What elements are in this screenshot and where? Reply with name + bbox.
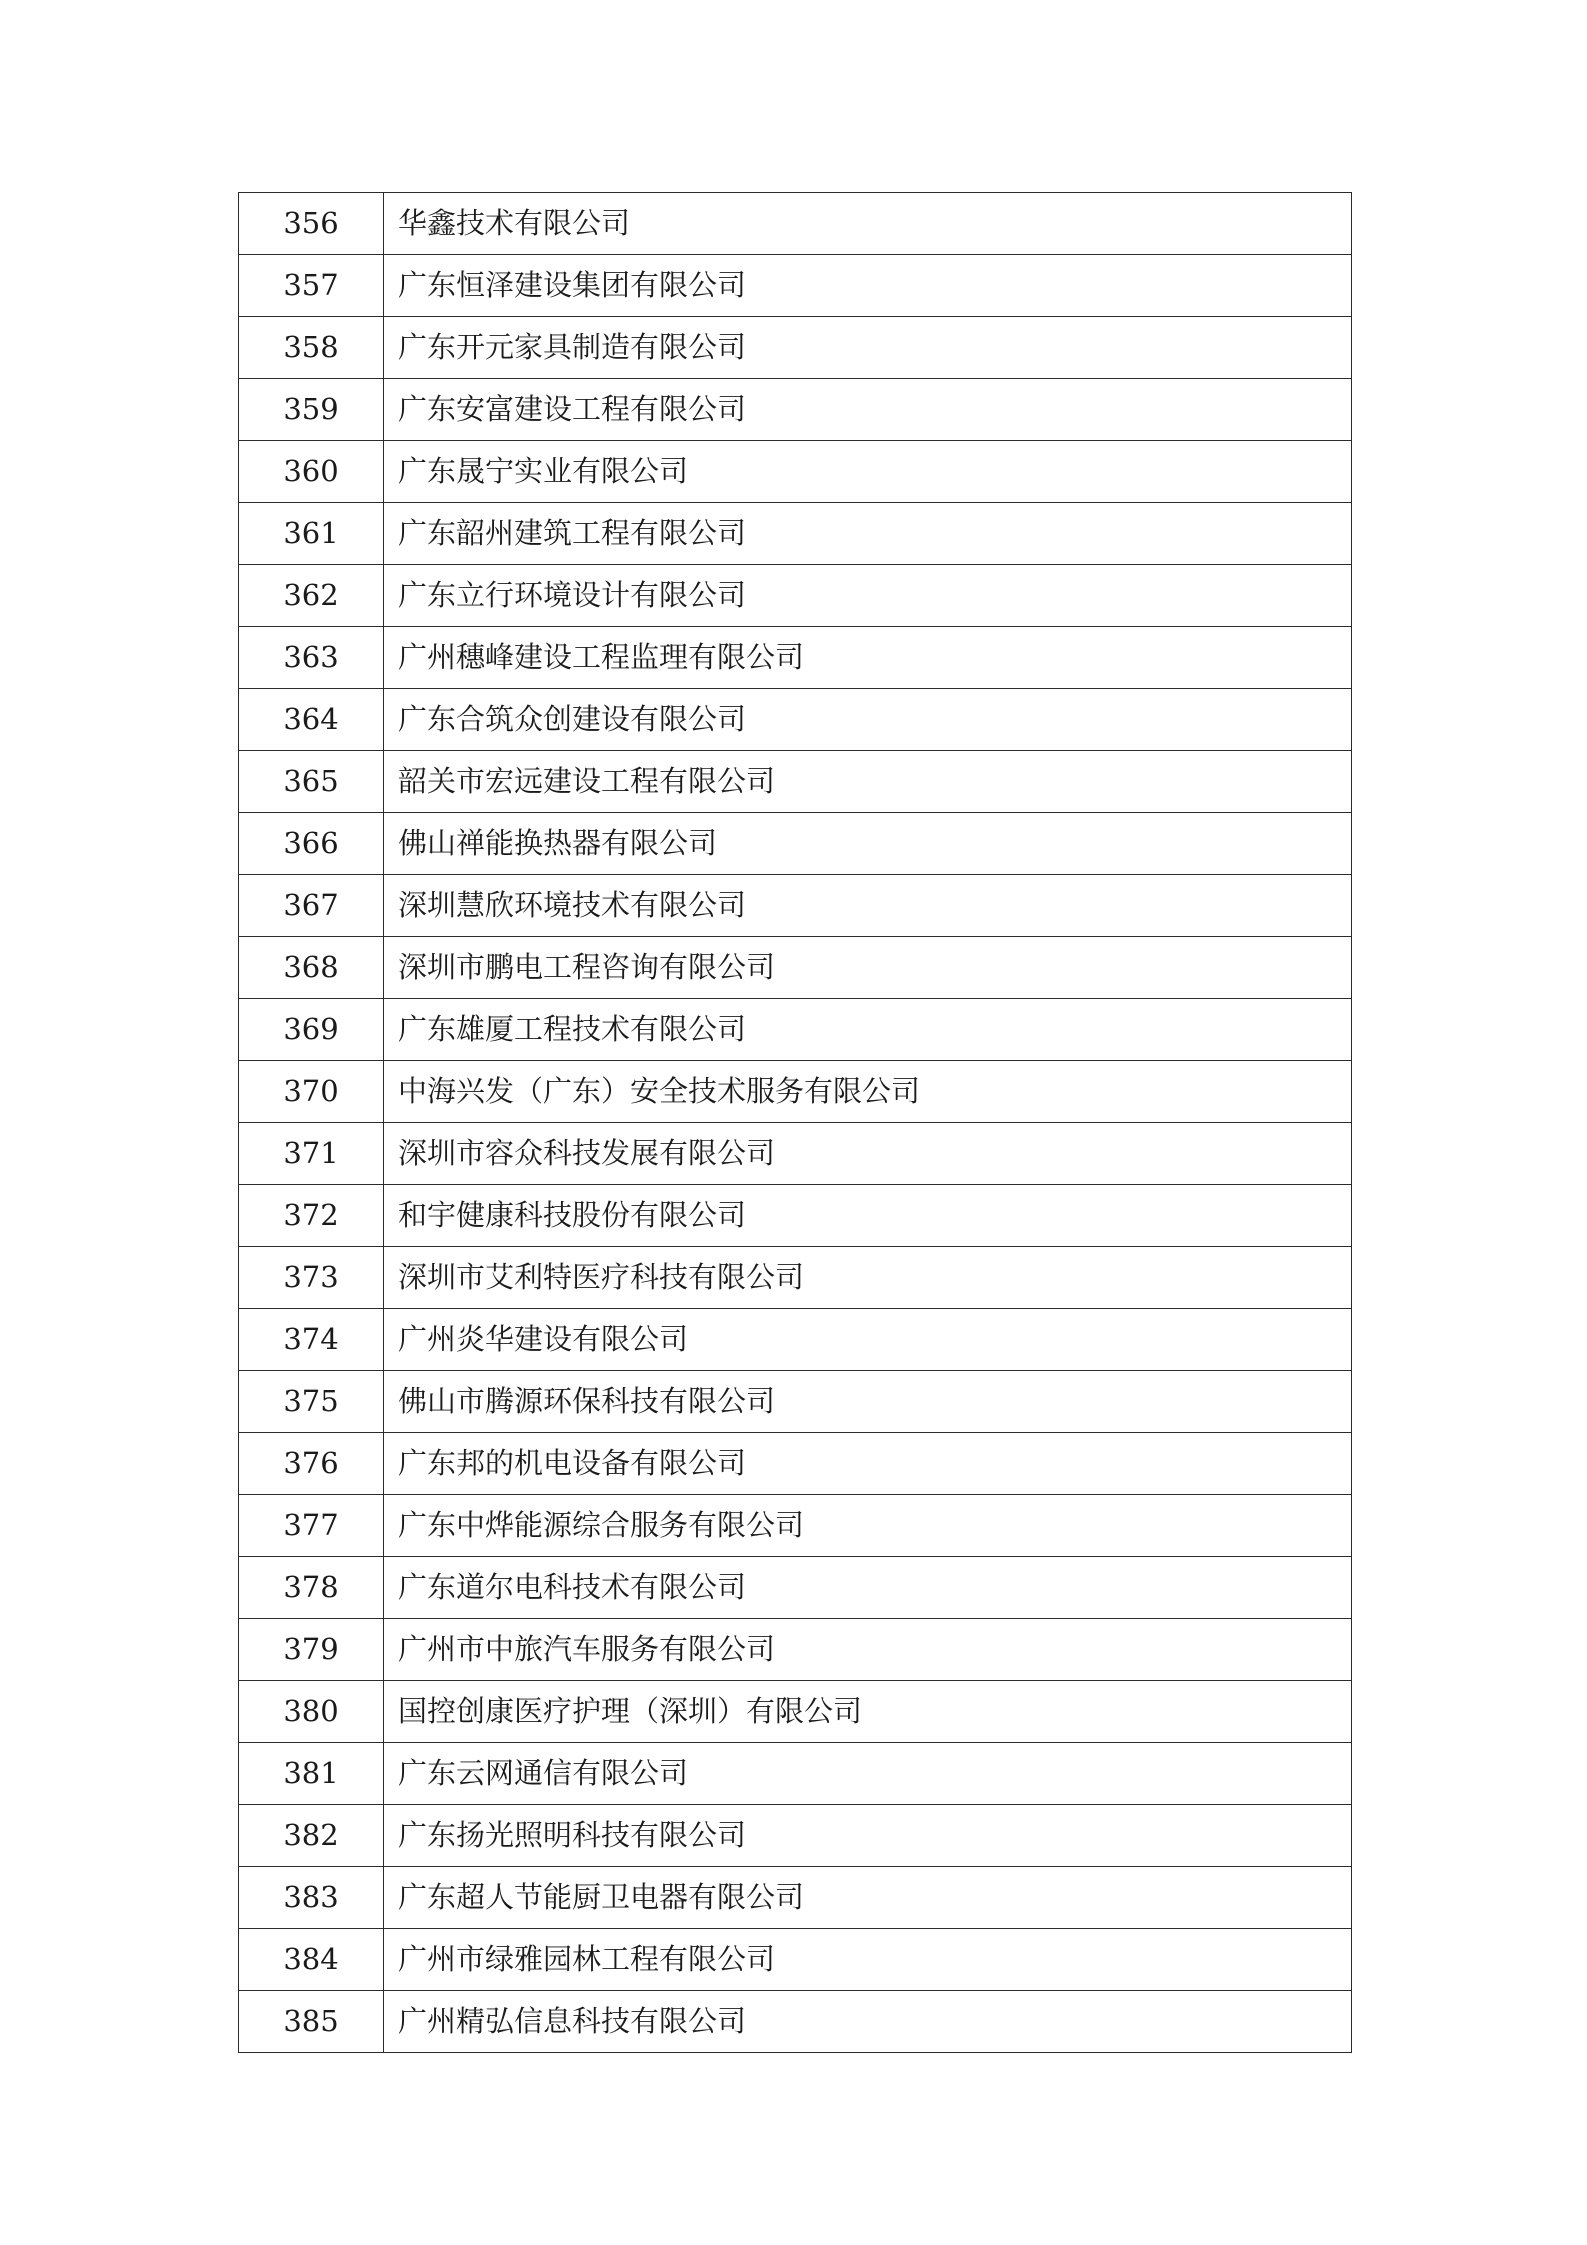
table-row: [239, 255, 1352, 317]
row-number-cell: 371: [239, 1123, 384, 1185]
table-row: [239, 1433, 1352, 1495]
company-name-cell: 广州穗峰建设工程监理有限公司: [384, 627, 1352, 689]
table-row: [239, 1929, 1352, 1991]
company-name-cell: 广东雄厦工程技术有限公司: [384, 999, 1352, 1061]
company-name-cell: 广东扬光照明科技有限公司: [384, 1805, 1352, 1867]
company-name-cell: 广东合筑众创建设有限公司: [384, 689, 1352, 751]
row-number-cell: 357: [239, 255, 384, 317]
company-name-cell: 广州精弘信息科技有限公司: [384, 1991, 1352, 2053]
company-list-body: [239, 193, 1352, 2053]
row-number-cell: 380: [239, 1681, 384, 1743]
row-number-cell: 373: [239, 1247, 384, 1309]
row-number-cell: 360: [239, 441, 384, 503]
row-number-cell: 372: [239, 1185, 384, 1247]
company-name-cell: 佛山禅能换热器有限公司: [384, 813, 1352, 875]
row-number-cell: 383: [239, 1867, 384, 1929]
row-number-cell: 375: [239, 1371, 384, 1433]
table-row: [239, 1185, 1352, 1247]
company-name-cell: 广东恒泽建设集团有限公司: [384, 255, 1352, 317]
company-list-table: [238, 192, 1352, 2053]
company-name-cell: 广东道尔电科技术有限公司: [384, 1557, 1352, 1619]
table-row: [239, 751, 1352, 813]
table-row: [239, 565, 1352, 627]
row-number-cell: 364: [239, 689, 384, 751]
row-number-cell: 370: [239, 1061, 384, 1123]
row-number-cell: 361: [239, 503, 384, 565]
row-number-cell: 366: [239, 813, 384, 875]
table-row: [239, 937, 1352, 999]
company-name-cell: 广东韶州建筑工程有限公司: [384, 503, 1352, 565]
company-name-cell: 广东超人节能厨卫电器有限公司: [384, 1867, 1352, 1929]
company-name-cell: 韶关市宏远建设工程有限公司: [384, 751, 1352, 813]
row-number-cell: 368: [239, 937, 384, 999]
table-row: [239, 1247, 1352, 1309]
table-row: [239, 317, 1352, 379]
row-number-cell: 379: [239, 1619, 384, 1681]
table-row: [239, 1557, 1352, 1619]
row-number-cell: 365: [239, 751, 384, 813]
company-name-cell: 深圳慧欣环境技术有限公司: [384, 875, 1352, 937]
row-number-cell: 362: [239, 565, 384, 627]
table-row: [239, 1619, 1352, 1681]
table-row: [239, 1991, 1352, 2053]
company-name-cell: 广州炎华建设有限公司: [384, 1309, 1352, 1371]
table-row: [239, 1371, 1352, 1433]
table-row: [239, 999, 1352, 1061]
company-name-cell: 广州市中旅汽车服务有限公司: [384, 1619, 1352, 1681]
table-row: [239, 1867, 1352, 1929]
table-row: [239, 1061, 1352, 1123]
company-name-cell: 广东云网通信有限公司: [384, 1743, 1352, 1805]
row-number-cell: 381: [239, 1743, 384, 1805]
table-row: [239, 1495, 1352, 1557]
company-name-cell: 广东晟宁实业有限公司: [384, 441, 1352, 503]
row-number-cell: 384: [239, 1929, 384, 1991]
table-row: [239, 627, 1352, 689]
company-name-cell: 深圳市容众科技发展有限公司: [384, 1123, 1352, 1185]
company-name-cell: 广东安富建设工程有限公司: [384, 379, 1352, 441]
table-row: [239, 503, 1352, 565]
company-name-cell: 和宇健康科技股份有限公司: [384, 1185, 1352, 1247]
company-name-cell: 佛山市腾源环保科技有限公司: [384, 1371, 1352, 1433]
row-number-cell: 369: [239, 999, 384, 1061]
row-number-cell: 385: [239, 1991, 384, 2053]
company-name-cell: 广东中烨能源综合服务有限公司: [384, 1495, 1352, 1557]
row-number-cell: 376: [239, 1433, 384, 1495]
table-row: [239, 1123, 1352, 1185]
row-number-cell: 363: [239, 627, 384, 689]
table-row: [239, 813, 1352, 875]
table-row: [239, 441, 1352, 503]
company-name-cell: 华鑫技术有限公司: [384, 193, 1352, 255]
company-name-cell: 深圳市鹏电工程咨询有限公司: [384, 937, 1352, 999]
row-number-cell: 359: [239, 379, 384, 441]
row-number-cell: 367: [239, 875, 384, 937]
table-row: [239, 1681, 1352, 1743]
company-name-cell: 广州市绿雅园林工程有限公司: [384, 1929, 1352, 1991]
row-number-cell: 358: [239, 317, 384, 379]
table-row: [239, 379, 1352, 441]
row-number-cell: 374: [239, 1309, 384, 1371]
company-name-cell: 深圳市艾利特医疗科技有限公司: [384, 1247, 1352, 1309]
company-name-cell: 广东邦的机电设备有限公司: [384, 1433, 1352, 1495]
company-name-cell: 广东开元家具制造有限公司: [384, 317, 1352, 379]
row-number-cell: 378: [239, 1557, 384, 1619]
table-row: [239, 1805, 1352, 1867]
company-name-cell: 中海兴发（广东）安全技术服务有限公司: [384, 1061, 1352, 1123]
company-name-cell: 国控创康医疗护理（深圳）有限公司: [384, 1681, 1352, 1743]
table-row: [239, 1743, 1352, 1805]
table-row: [239, 689, 1352, 751]
company-name-cell: 广东立行环境设计有限公司: [384, 565, 1352, 627]
row-number-cell: 356: [239, 193, 384, 255]
table-row: [239, 875, 1352, 937]
row-number-cell: 382: [239, 1805, 384, 1867]
row-number-cell: 377: [239, 1495, 384, 1557]
table-row: [239, 1309, 1352, 1371]
table-row: [239, 193, 1352, 255]
